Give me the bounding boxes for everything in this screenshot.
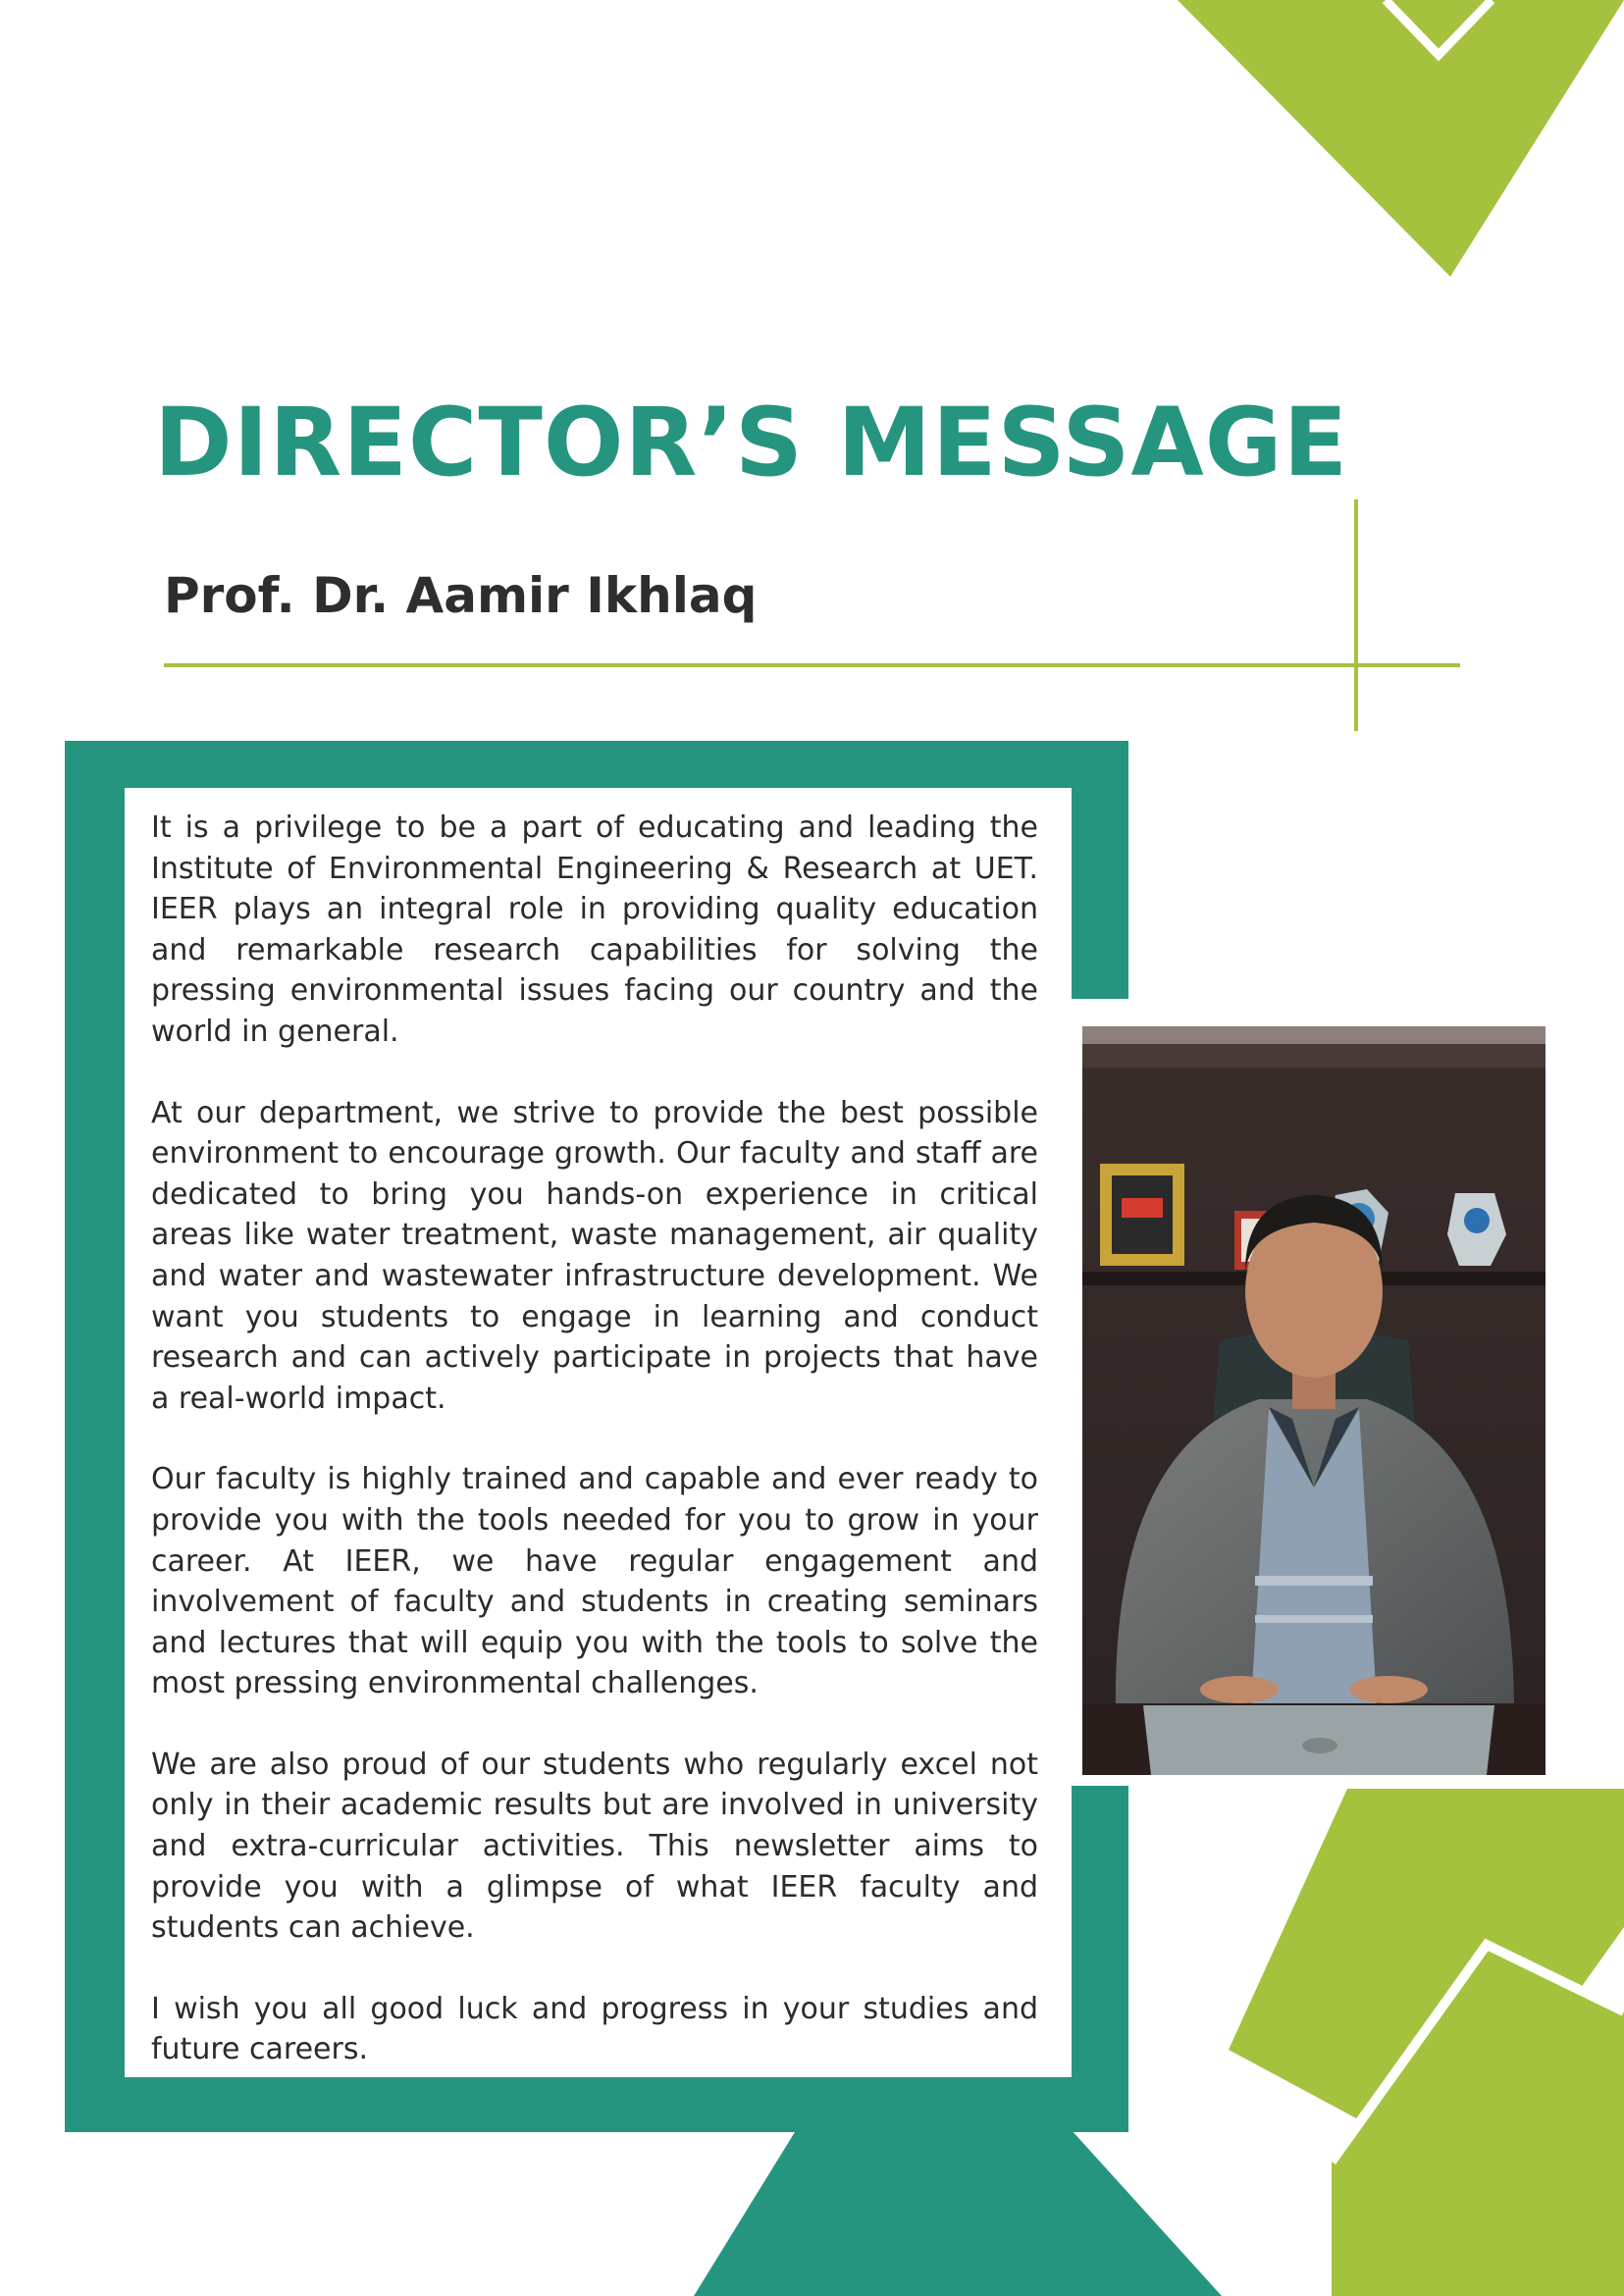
director-photo-frame — [1070, 999, 1573, 1786]
page-title: DIRECTOR’S MESSAGE — [154, 388, 1349, 497]
message-paragraph-1: It is a privilege to be a part of educating and leading the Institute of Environmental Engineering & Research at UET. IEER plays an integral role in providing quality education and remarkable research capabilities for solving the pressing environmental issues facing our country and the world in general. — [151, 810, 1038, 1049]
director-name: Prof. Dr. Aamir Ikhlaq — [164, 567, 758, 624]
top-right-chevron — [1178, 0, 1624, 277]
message-paragraph-4: We are also proud of our students who regularly excel not only in their academic results but are involved in university and extra-curricular activities. This newsletter aims to provide you with a glimpse of what IEER faculty and students can achieve. — [151, 1747, 1038, 1946]
message-paragraph-5: I wish you all good luck and progress in your studies and future careers. — [151, 1991, 1038, 2067]
director-photo — [1082, 1026, 1545, 1775]
message-paragraph-2: At our department, we strive to provide the best possible environment to encourage growth. Our faculty and staff are dedicated to bring you hands-on experience in critical areas like water treatment, waste management, air quality and water and wastewater infrastructure development. We want you students to engage in learning and conduct research and can actively participate in projects that have a real-world impact. — [151, 1095, 1038, 1416]
bottom-teal-trapezoid — [694, 2119, 1222, 2296]
message-paragraph-3: Our faculty is highly trained and capable and ever ready to provide you with the tools needed for you to grow in your career. At IEER, we have regular engagement and involvement of faculty and students in creating seminars and lectures that will equip you with the tools to solve the most pressing environmental challenges. — [151, 1462, 1038, 1701]
message-box — [125, 788, 1072, 2077]
